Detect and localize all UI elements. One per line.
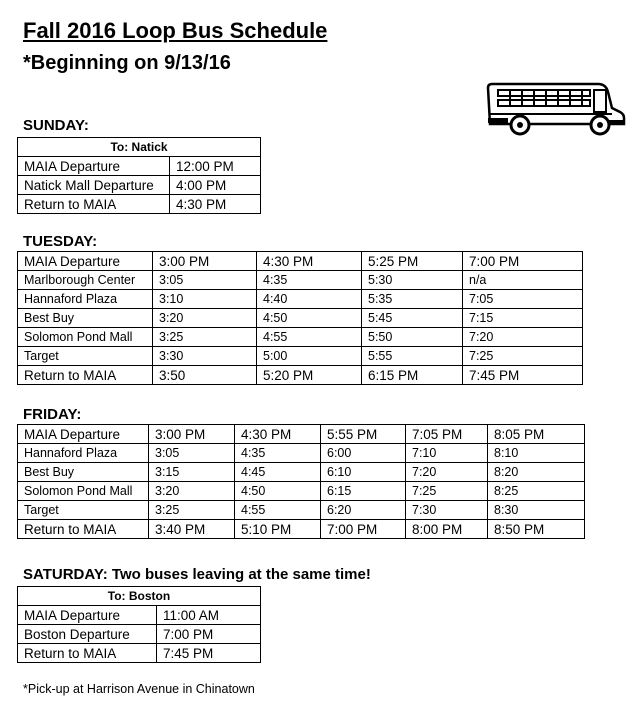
time-cell: 4:40 <box>257 290 362 309</box>
stop-name: Target <box>18 347 153 366</box>
time-cell: 5:25 PM <box>362 252 463 271</box>
time-cell: 7:25 <box>406 482 488 501</box>
time-cell: 6:10 <box>321 463 406 482</box>
saturday-table <box>17 586 261 663</box>
tuesday-heading: TUESDAY: <box>23 233 98 250</box>
time-cell: 3:25 <box>153 328 257 347</box>
tuesday-rows <box>18 252 583 385</box>
time-cell: 4:35 <box>235 444 321 463</box>
time-cell: 4:50 <box>257 309 362 328</box>
table-row <box>18 606 261 625</box>
friday-table <box>17 424 585 539</box>
time-cell: 3:05 <box>149 444 235 463</box>
time-cell: 7:05 <box>463 290 583 309</box>
table-row <box>18 290 583 309</box>
stop-name: Marlborough Center <box>18 271 153 290</box>
tuesday-table <box>17 251 583 385</box>
stop-name: Best Buy <box>18 463 149 482</box>
table-row <box>18 309 583 328</box>
time-cell: 12:00 PM <box>170 157 261 176</box>
time-cell: 7:00 PM <box>463 252 583 271</box>
destination-label: To: Boston <box>18 587 261 606</box>
time-cell: 3:10 <box>153 290 257 309</box>
time-cell: 5:45 <box>362 309 463 328</box>
table-row <box>18 328 583 347</box>
stop-name: MAIA Departure <box>18 157 170 176</box>
time-cell: 7:15 <box>463 309 583 328</box>
stop-name: Return to MAIA <box>18 520 149 539</box>
friday-rows <box>18 425 585 539</box>
time-cell: 6:20 <box>321 501 406 520</box>
time-cell: 3:30 <box>153 347 257 366</box>
sunday-table <box>17 137 261 214</box>
stop-name: Solomon Pond Mall <box>18 328 153 347</box>
table-row <box>18 644 261 663</box>
time-cell: 5:20 PM <box>257 366 362 385</box>
time-cell: 6:15 <box>321 482 406 501</box>
table-row <box>18 138 261 157</box>
stop-name: Solomon Pond Mall <box>18 482 149 501</box>
sunday-heading: SUNDAY: <box>23 117 89 134</box>
table-row <box>18 347 583 366</box>
time-cell: 8:20 <box>488 463 585 482</box>
time-cell: 3:25 <box>149 501 235 520</box>
time-cell: 4:30 PM <box>235 425 321 444</box>
time-cell: 4:55 <box>235 501 321 520</box>
time-cell: 7:20 <box>406 463 488 482</box>
time-cell: 8:50 PM <box>488 520 585 539</box>
time-cell: 3:00 PM <box>153 252 257 271</box>
time-cell: 8:30 <box>488 501 585 520</box>
time-cell: 7:10 <box>406 444 488 463</box>
time-cell: 5:00 <box>257 347 362 366</box>
friday-heading: FRIDAY: <box>23 406 82 423</box>
time-cell: 4:00 PM <box>170 176 261 195</box>
time-cell: 6:00 <box>321 444 406 463</box>
stop-name: Best Buy <box>18 309 153 328</box>
time-cell: 5:55 <box>362 347 463 366</box>
stop-name: Return to MAIA <box>18 644 157 663</box>
time-cell: 3:00 PM <box>149 425 235 444</box>
table-row <box>18 587 261 606</box>
table-row <box>18 195 261 214</box>
table-row <box>18 176 261 195</box>
stop-name: MAIA Departure <box>18 252 153 271</box>
time-cell: 8:05 PM <box>488 425 585 444</box>
stop-name: Natick Mall Departure <box>18 176 170 195</box>
time-cell: 3:20 <box>149 482 235 501</box>
table-row <box>18 625 261 644</box>
time-cell: 4:55 <box>257 328 362 347</box>
time-cell: 3:50 <box>153 366 257 385</box>
table-row <box>18 252 583 271</box>
time-cell: 7:25 <box>463 347 583 366</box>
stop-name: MAIA Departure <box>18 606 157 625</box>
time-cell: 4:30 PM <box>170 195 261 214</box>
time-cell: 7:45 PM <box>157 644 261 663</box>
time-cell: 4:30 PM <box>257 252 362 271</box>
table-row <box>18 482 585 501</box>
table-row <box>18 520 585 539</box>
stop-name: MAIA Departure <box>18 425 149 444</box>
time-cell: 4:35 <box>257 271 362 290</box>
table-row <box>18 271 583 290</box>
stop-name: Hannaford Plaza <box>18 444 149 463</box>
table-row <box>18 366 583 385</box>
stop-name: Target <box>18 501 149 520</box>
time-cell: 3:20 <box>153 309 257 328</box>
time-cell: 4:45 <box>235 463 321 482</box>
time-cell: 5:10 PM <box>235 520 321 539</box>
time-cell: n/a <box>463 271 583 290</box>
school-bus-icon <box>486 78 626 141</box>
table-row <box>18 501 585 520</box>
page-title: Fall 2016 Loop Bus Schedule <box>23 18 328 43</box>
time-cell: 7:00 PM <box>321 520 406 539</box>
time-cell: 4:50 <box>235 482 321 501</box>
time-cell: 7:45 PM <box>463 366 583 385</box>
time-cell: 7:20 <box>463 328 583 347</box>
time-cell: 5:35 <box>362 290 463 309</box>
time-cell: 5:30 <box>362 271 463 290</box>
time-cell: 5:50 <box>362 328 463 347</box>
saturday-heading: SATURDAY: Two buses leaving at the same time! <box>23 566 371 583</box>
stop-name: Return to MAIA <box>18 195 170 214</box>
stop-name: Return to MAIA <box>18 366 153 385</box>
time-cell: 3:40 PM <box>149 520 235 539</box>
time-cell: 8:10 <box>488 444 585 463</box>
time-cell: 11:00 AM <box>157 606 261 625</box>
stop-name: Hannaford Plaza <box>18 290 153 309</box>
time-cell: 3:15 <box>149 463 235 482</box>
footnote: *Pick-up at Harrison Avenue in Chinatown <box>23 682 255 696</box>
page-subtitle: *Beginning on 9/13/16 <box>23 52 231 74</box>
time-cell: 7:05 PM <box>406 425 488 444</box>
time-cell: 3:05 <box>153 271 257 290</box>
stop-name: Boston Departure <box>18 625 157 644</box>
table-row <box>18 425 585 444</box>
time-cell: 5:55 PM <box>321 425 406 444</box>
time-cell: 6:15 PM <box>362 366 463 385</box>
time-cell: 7:00 PM <box>157 625 261 644</box>
time-cell: 8:00 PM <box>406 520 488 539</box>
time-cell: 8:25 <box>488 482 585 501</box>
destination-label: To: Natick <box>18 138 261 157</box>
time-cell: 7:30 <box>406 501 488 520</box>
table-row <box>18 444 585 463</box>
table-row <box>18 157 261 176</box>
table-row <box>18 463 585 482</box>
